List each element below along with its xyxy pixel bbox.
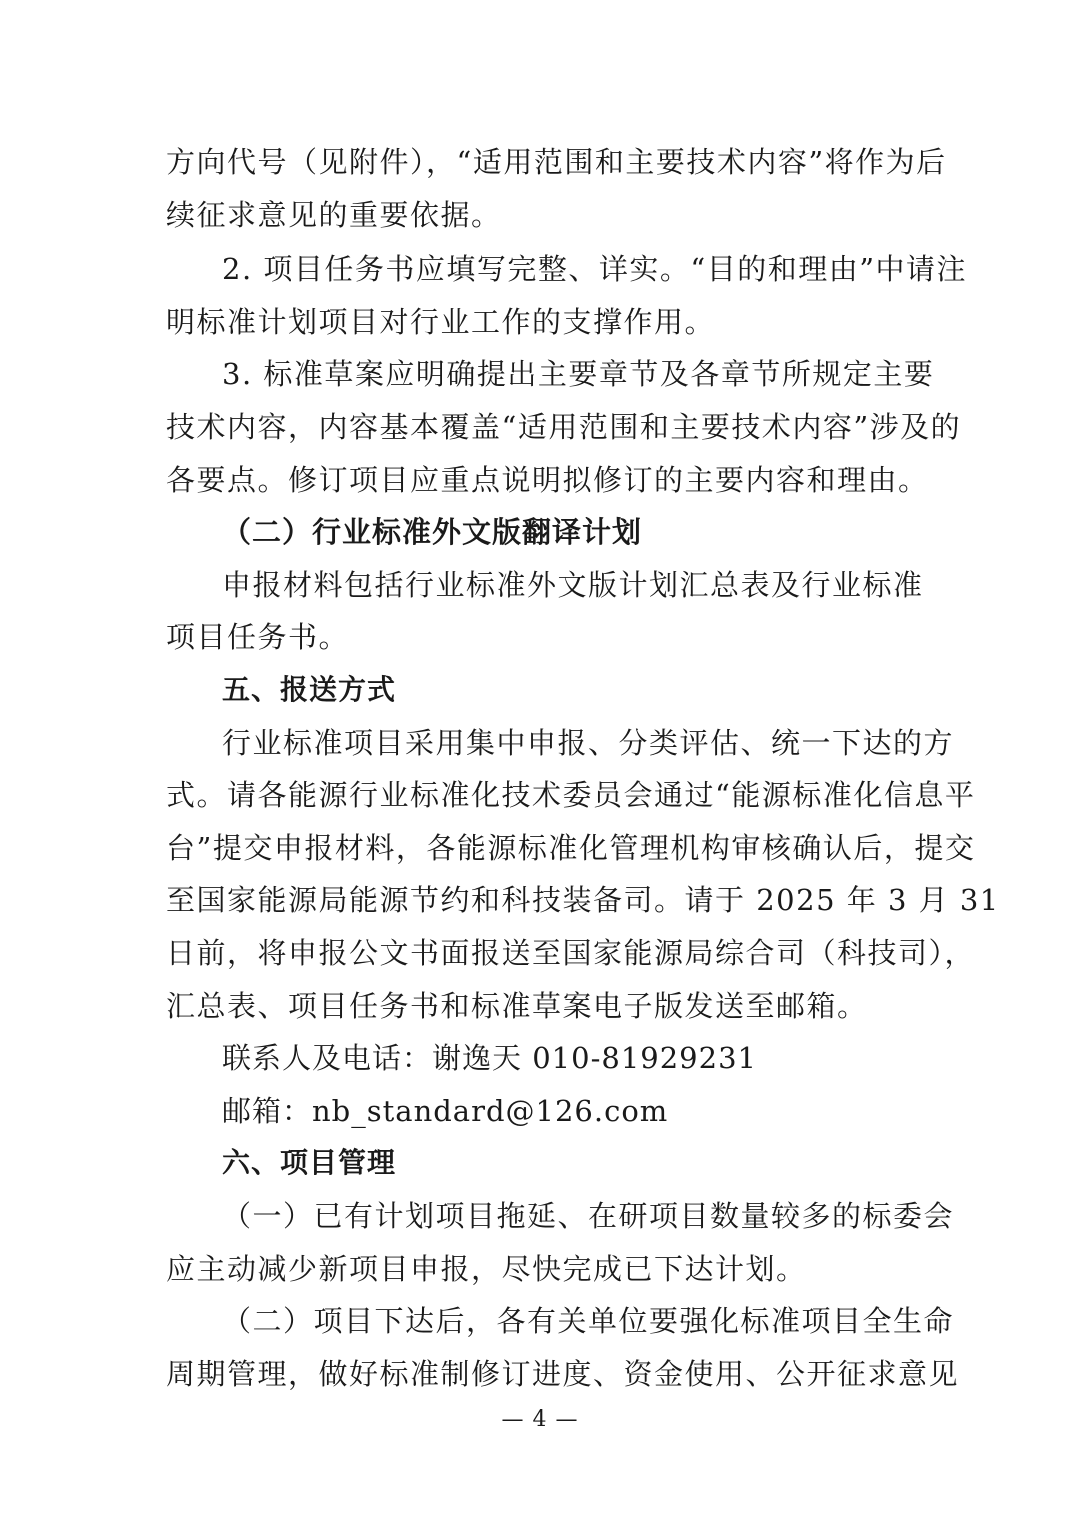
paragraph-line: 各要点。修订项目应重点说明拟修订的主要内容和理由。 [166,463,929,497]
paragraph-line: 续征求意见的重要依据。 [166,198,502,232]
paragraph-line: 应主动减少新项目申报，尽快完成已下达计划。 [166,1252,807,1286]
paragraph-line: 周期管理，做好标准制修订进度、资金使用、公开征求意见 [166,1357,960,1391]
paragraph-line: 2. 项目任务书应填写完整、详实。“目的和理由”中请注 [222,252,968,286]
paragraph-line: 式。请各能源行业标准化技术委员会通过“能源标准化信息平 [166,778,976,812]
paragraph-line: 技术内容，内容基本覆盖“适用范围和主要技术内容”涉及的 [166,410,962,444]
contact-line: 联系人及电话：谢逸天 010-81929231 [222,1041,757,1075]
section-subheading: （二）行业标准外文版翻译计划 [222,515,643,549]
paragraph-line: 汇总表、项目任务书和标准草案电子版发送至邮箱。 [166,989,868,1023]
paragraph-line: 项目任务书。 [166,620,350,654]
email-line: 邮箱：nb_standard@126.com [222,1094,669,1128]
paragraph-line: 日前，将申报公文书面报送至国家能源局综合司（科技司）， [166,936,976,970]
paragraph-line: （二）项目下达后，各有关单位要强化标准项目全生命 [222,1304,955,1338]
paragraph-line: 明标准计划项目对行业工作的支撑作用。 [166,305,716,339]
paragraph-line: 行业标准项目采用集中申报、分类评估、统一下达的方 [222,726,955,760]
paragraph-line: 台”提交申报材料，各能源标准化管理机构审核确认后，提交 [166,831,976,865]
page-number: — 4 — [501,1407,579,1432]
section-heading: 五、报送方式 [222,673,397,706]
paragraph-line: （一）已有计划项目拖延、在研项目数量较多的标委会 [222,1199,955,1233]
paragraph-line: 3. 标准草案应明确提出主要章节及各章节所规定主要 [222,357,935,391]
paragraph-line: 至国家能源局能源节约和科技装备司。请于 2025 年 3 月 31 [166,883,1000,917]
section-heading: 六、项目管理 [222,1146,397,1179]
paragraph-line: 方向代号（见附件），“适用范围和主要技术内容”将作为后 [166,145,947,179]
paragraph-line: 申报材料包括行业标准外文版计划汇总表及行业标准 [222,568,924,602]
